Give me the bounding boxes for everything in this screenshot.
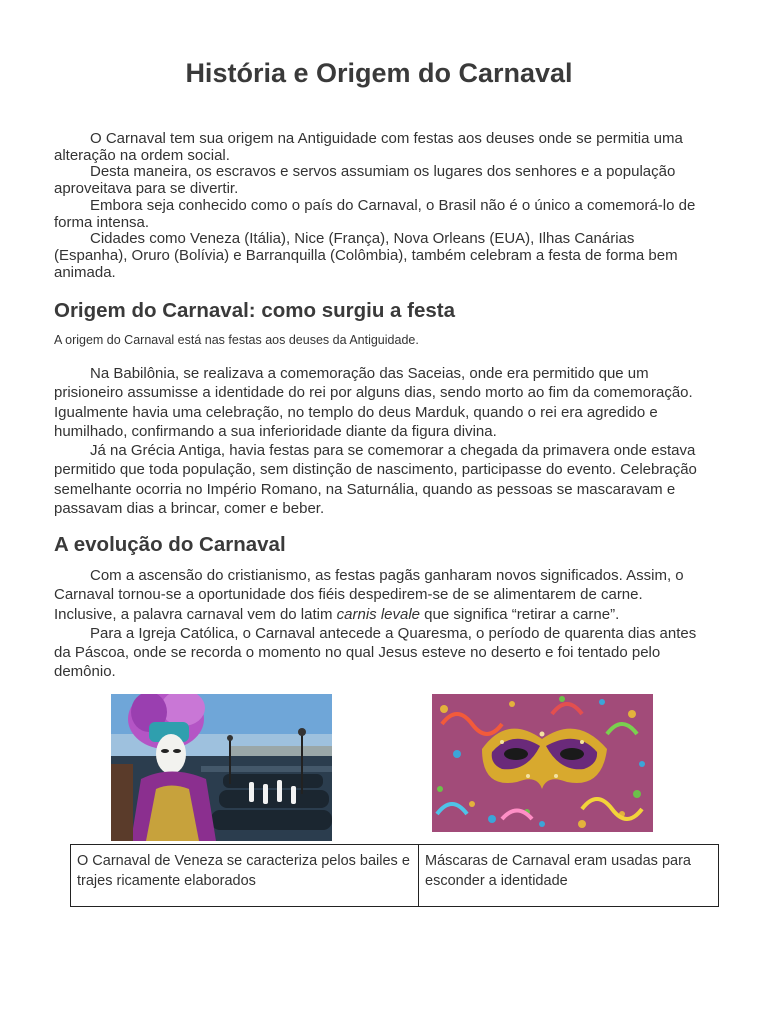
caption-table	[70, 844, 719, 907]
intro-text	[54, 131, 708, 281]
evolucao-paragraph: Para a Igreja Católica, o Carnaval antecede a Quaresma, o período de quarenta dias antes da Páscoa, onde se recorda o momento no qual Jesus esteve no deserto e foi tentado pelo demônio.	[54, 624, 697, 681]
section-heading-evolucao: A evolução do Carnaval	[54, 533, 286, 556]
caption-mask: Máscaras de Carnaval eram usadas para esconder a identidade	[419, 845, 719, 907]
section-heading-origem: Origem do Carnaval: como surgiu a festa	[54, 299, 455, 322]
origem-paragraph: Na Babilônia, se realizava a comemoração das Saceias, onde era permitido que um prisioneiro assumisse a identidade do rei por alguns dias, sendo morto ao fim da comemoração. Igualmente havia uma celebração, no templo do deus Marduk, quando o rei era agredido e humilhado, confirmando a sua inferioridade diante da figura divina.	[54, 365, 693, 440]
intro-paragraph: Desta maneira, os escravos e servos assumiam os lugares dos senhores e a população aproveitava para se divertir.	[54, 163, 676, 198]
carnival-mask-photo	[432, 694, 653, 832]
evolucao-paragraph	[54, 566, 708, 624]
evolucao-text-part: Com a ascensão do cristianismo, as festas pagãs ganharam novos significados. Assim, o Carnaval tornou-se a oportunidade dos fiéis despedirem-se de se alimentarem de carne. Inclusive, a palavra carnaval vem do latim	[54, 567, 684, 623]
venice-carnival-photo	[111, 694, 332, 841]
intro-paragraph: Cidades como Veneza (Itália), Nice (França), Nova Orleans (EUA), Ilhas Canárias (Espanha), Oruro (Bolívia) e Barranquilla (Colômbia), também celebram a festa de forma bem animada.	[54, 230, 678, 281]
evolucao-text-part: que significa “retirar a carne”.	[420, 605, 620, 623]
intro-paragraph: Embora seja conhecido como o país do Carnaval, o Brasil não é o único a comemorá-lo de forma intensa.	[54, 196, 696, 231]
origem-paragraph: Já na Grécia Antiga, havia festas para se comemorar a chegada da primavera onde estava permitido que toda população, sem distinção de nascimento, participasse do evento. Celebração semelhante ocorria no Império Romano, na Saturnália, quando as pessoas se mascaravam e passavam dias a brincar, comer e beber.	[54, 442, 697, 518]
evolucao-text	[54, 566, 708, 682]
latin-term: carnis levale	[336, 605, 421, 623]
section-subtitle: A origem do Carnaval está nas festas aos deuses da Antiguidade.	[54, 333, 419, 347]
intro-paragraph: O Carnaval tem sua origem na Antiguidade com festas aos deuses onde se permitia uma alteração na ordem social.	[54, 130, 683, 164]
origem-text	[54, 364, 708, 518]
caption-row	[71, 845, 719, 907]
caption-venice: O Carnaval de Veneza se caracteriza pelos bailes e trajes ricamente elaborados	[71, 845, 419, 907]
page-title: História e Origem do Carnaval	[185, 58, 573, 88]
